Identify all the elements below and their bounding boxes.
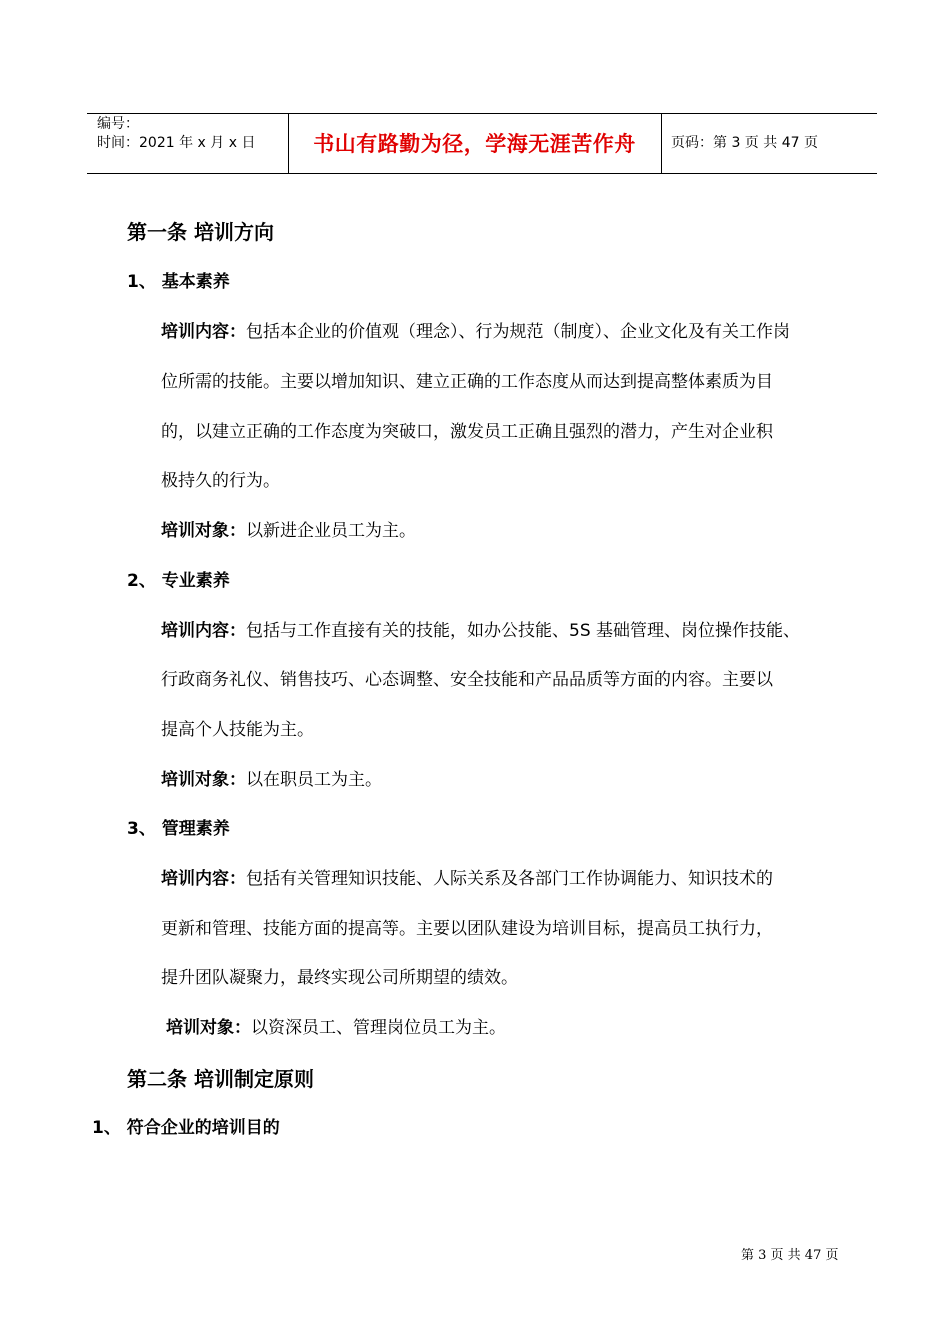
item1-content-label: 培训内容： bbox=[161, 322, 246, 342]
item2-content-text1: 包括与工作直接有关的技能，如办公技能、5S 基础管理、岗位操作技能、 bbox=[246, 621, 801, 641]
item1-target bbox=[161, 519, 416, 543]
item3-content-line3: 提升团队凝聚力，最终实现公司所期望的绩效。 bbox=[161, 968, 518, 988]
item2-content-line3: 提高个人技能为主。 bbox=[161, 720, 314, 740]
item3-content-line2: 更新和管理、技能方面的提高等。主要以团队建设为培训目标，提高员工执行力， bbox=[161, 919, 773, 939]
item1-content-text1: 包括本企业的价值观（理念）、行为规范（制度）、企业文化及有关工作岗 bbox=[246, 322, 790, 342]
item2-content-line2: 行政商务礼仪、销售技巧、心态调整、安全技能和产品品质等方面的内容。主要以 bbox=[161, 670, 773, 690]
item1-heading: 1、 基本素养 bbox=[127, 272, 230, 292]
item3-content-line1 bbox=[161, 867, 773, 891]
section2-item1-heading: 1、 符合企业的培训目的 bbox=[92, 1118, 280, 1138]
header-number-label: 编号： bbox=[97, 116, 139, 132]
item2-target-text: 以在职员工为主。 bbox=[246, 770, 382, 790]
header-top-rule bbox=[87, 113, 877, 114]
item3-content-label: 培训内容： bbox=[161, 869, 246, 889]
item1-target-text: 以新进企业员工为主。 bbox=[246, 521, 416, 541]
header-time-label: 时间：2021 年 x 月 x 日 bbox=[97, 135, 256, 151]
item2-target-label: 培训对象： bbox=[161, 770, 246, 790]
item3-target bbox=[166, 1016, 506, 1040]
footer-page-number: 第 3 页 共 47 页 bbox=[741, 1248, 839, 1263]
item3-target-label: 培训对象： bbox=[166, 1018, 251, 1038]
item1-target-label: 培训对象： bbox=[161, 521, 246, 541]
header-page-label: 页码：第 3 页 共 47 页 bbox=[671, 135, 818, 151]
item2-heading: 2、 专业素养 bbox=[127, 571, 230, 591]
item3-content-text1: 包括有关管理知识技能、人际关系及各部门工作协调能力、知识技术的 bbox=[246, 869, 773, 889]
section2-title: 第二条 培训制定原则 bbox=[127, 1067, 314, 1091]
item1-content-line2: 位所需的技能。主要以增加知识、建立正确的工作态度从而达到提高整体素质为目 bbox=[161, 372, 773, 392]
item2-content-label: 培训内容： bbox=[161, 621, 246, 641]
item1-content-line3: 的，以建立正确的工作态度为突破口，激发员工正确且强烈的潜力，产生对企业积 bbox=[161, 422, 773, 442]
section1-title: 第一条 培训方向 bbox=[127, 220, 274, 244]
item2-content-line1 bbox=[161, 619, 800, 643]
header-meta bbox=[97, 115, 255, 153]
item3-heading: 3、 管理素养 bbox=[127, 819, 230, 839]
header-bottom-rule bbox=[87, 173, 877, 174]
header-divider-right bbox=[661, 113, 662, 173]
item1-content-line1 bbox=[161, 320, 790, 344]
item1-content-line4: 极持久的行为。 bbox=[161, 471, 280, 491]
item2-target bbox=[161, 768, 382, 792]
header-motto: 书山有路勤为径，学海无涯苦作舟 bbox=[313, 132, 636, 156]
item3-target-text: 以资深员工、管理岗位员工为主。 bbox=[251, 1018, 506, 1038]
